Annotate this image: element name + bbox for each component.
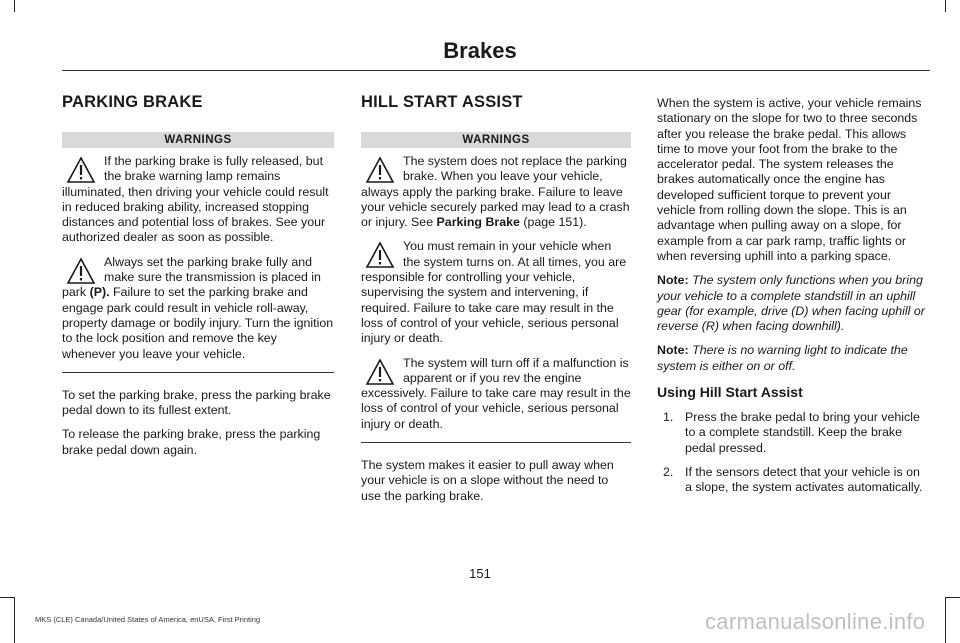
warning-triangle-icon [66, 156, 96, 184]
warning-text: If the parking brake is fully released, but the brake warning lamp remains illuminated, then driving your vehicle could result in reduced braking ability, increased stopping distances and potential loss of brakes. See your authorized dealer as soon as possible. [62, 154, 329, 245]
paragraph: The system makes it easier to pull away when your vehicle is on a slope without the need to use the parking brake. [361, 458, 614, 503]
section-rule [62, 372, 334, 373]
warning-item [361, 356, 631, 432]
warning-triangle-icon [66, 257, 96, 285]
step-number: 2. [663, 464, 674, 479]
note-label: Note: [657, 273, 689, 288]
warnings-bar: WARNINGS [62, 132, 334, 148]
paragraph: To release the parking brake, press the parking brake pedal down again. [62, 427, 321, 457]
page-number: 151 [469, 566, 491, 581]
note [657, 273, 929, 334]
page-header-title: Brakes [443, 38, 517, 63]
column-hill-start-continued [657, 96, 929, 505]
warning-text: The system will turn off if a malfunction is apparent or if you rev the engine excessively. Failure to take care may result in the loss of control of your vehicle, serious personal injury or death. [361, 355, 631, 431]
step-number: 1. [663, 410, 674, 425]
warning-item [361, 239, 631, 346]
footer-printing-info: MKS (CLE) Canada/United States of America, enUSA, First Printing [35, 615, 261, 624]
paragraph: To set the parking brake, press the parking brake pedal down to its fullest extent. [62, 387, 331, 418]
warnings-bar: WARNINGS [361, 132, 631, 148]
warning-triangle-icon [365, 241, 395, 269]
crop-mark-top-right [945, 0, 946, 12]
warning-text: You must remain in your vehicle when the system turns on. At all times, you are responsible for controlling your vehicle, supervising the system and intervening, if required. Failure to take care may result in the loss of control of your vehicle, serious personal injury or death. [361, 239, 627, 346]
warning-triangle-icon [365, 358, 395, 386]
warning-item [361, 154, 631, 230]
crop-mark-bottom-right [945, 597, 946, 643]
page-reference: (page 151). [523, 215, 587, 230]
park-symbol: (P). [89, 285, 110, 300]
crop-mark-bottom-right-h [946, 597, 960, 598]
paragraph: When the system is active, your vehicle remains stationary on the slope for two to three seconds after you release the brake pedal. This allows time to move your foot from the brake to the accelerator pedal. The system releases the brakes automatically once the engine has developed sufficient torque to prevent your vehicle from rolling down the slope. This is an advantage when pulling away on a slope, for example from a car park ramp, traffic lights or when reversing uphill into a parking space. [657, 96, 922, 263]
warning-text: The system does not replace the parking brake. When you leave your vehicle, always apply the parking brake. Failure to leave your vehicle securely parked may lead to a crash or injury. See [361, 154, 630, 230]
column-hill-start-assist [361, 92, 631, 513]
section-heading-parking-brake: PARKING BRAKE [62, 93, 203, 111]
crop-mark-top-left [14, 0, 15, 12]
watermark: carmanualsonline.info [705, 609, 926, 634]
step-text: If the sensors detect that your vehicle is on a slope, the system activates automatically. [685, 464, 923, 495]
subheading-using-hill-start-assist: Using Hill Start Assist [657, 384, 803, 401]
list-item [657, 410, 929, 456]
section-rule [361, 442, 631, 443]
header-rule [62, 70, 930, 71]
step-text: Press the brake pedal to bring your vehicle to a complete standstill. Keep the brake pedal pressed. [685, 410, 920, 455]
note-text: There is no warning light to indicate the system is either on or off. [657, 343, 908, 373]
parking-brake-link[interactable]: Parking Brake [436, 215, 520, 230]
steps-list [657, 410, 929, 495]
crop-mark-bottom-left-h [0, 597, 14, 598]
warning-text: Failure to set the parking brake and engage park could result in vehicle roll-away, property damage or bodily injury. Turn the ignition to the lock position and remove the key whenever you leave your vehicle. [62, 285, 334, 361]
warning-item [62, 255, 334, 362]
warning-triangle-icon [365, 156, 395, 184]
warning-item [62, 154, 334, 246]
note-text: The system only functions when you bring your vehicle to a complete standstill in an uphill gear (for example, drive (D) when facing uphill or reverse (R) when facing downhill). [657, 273, 925, 334]
note-label: Note: [657, 343, 689, 358]
section-heading-hill-start-assist: HILL START ASSIST [361, 93, 523, 111]
warning-text: Always set the parking brake fully and make sure the transmission is placed in park [62, 254, 321, 300]
crop-mark-bottom-left [14, 597, 15, 643]
list-item [657, 465, 929, 496]
note [657, 343, 929, 374]
column-parking-brake [62, 92, 334, 467]
